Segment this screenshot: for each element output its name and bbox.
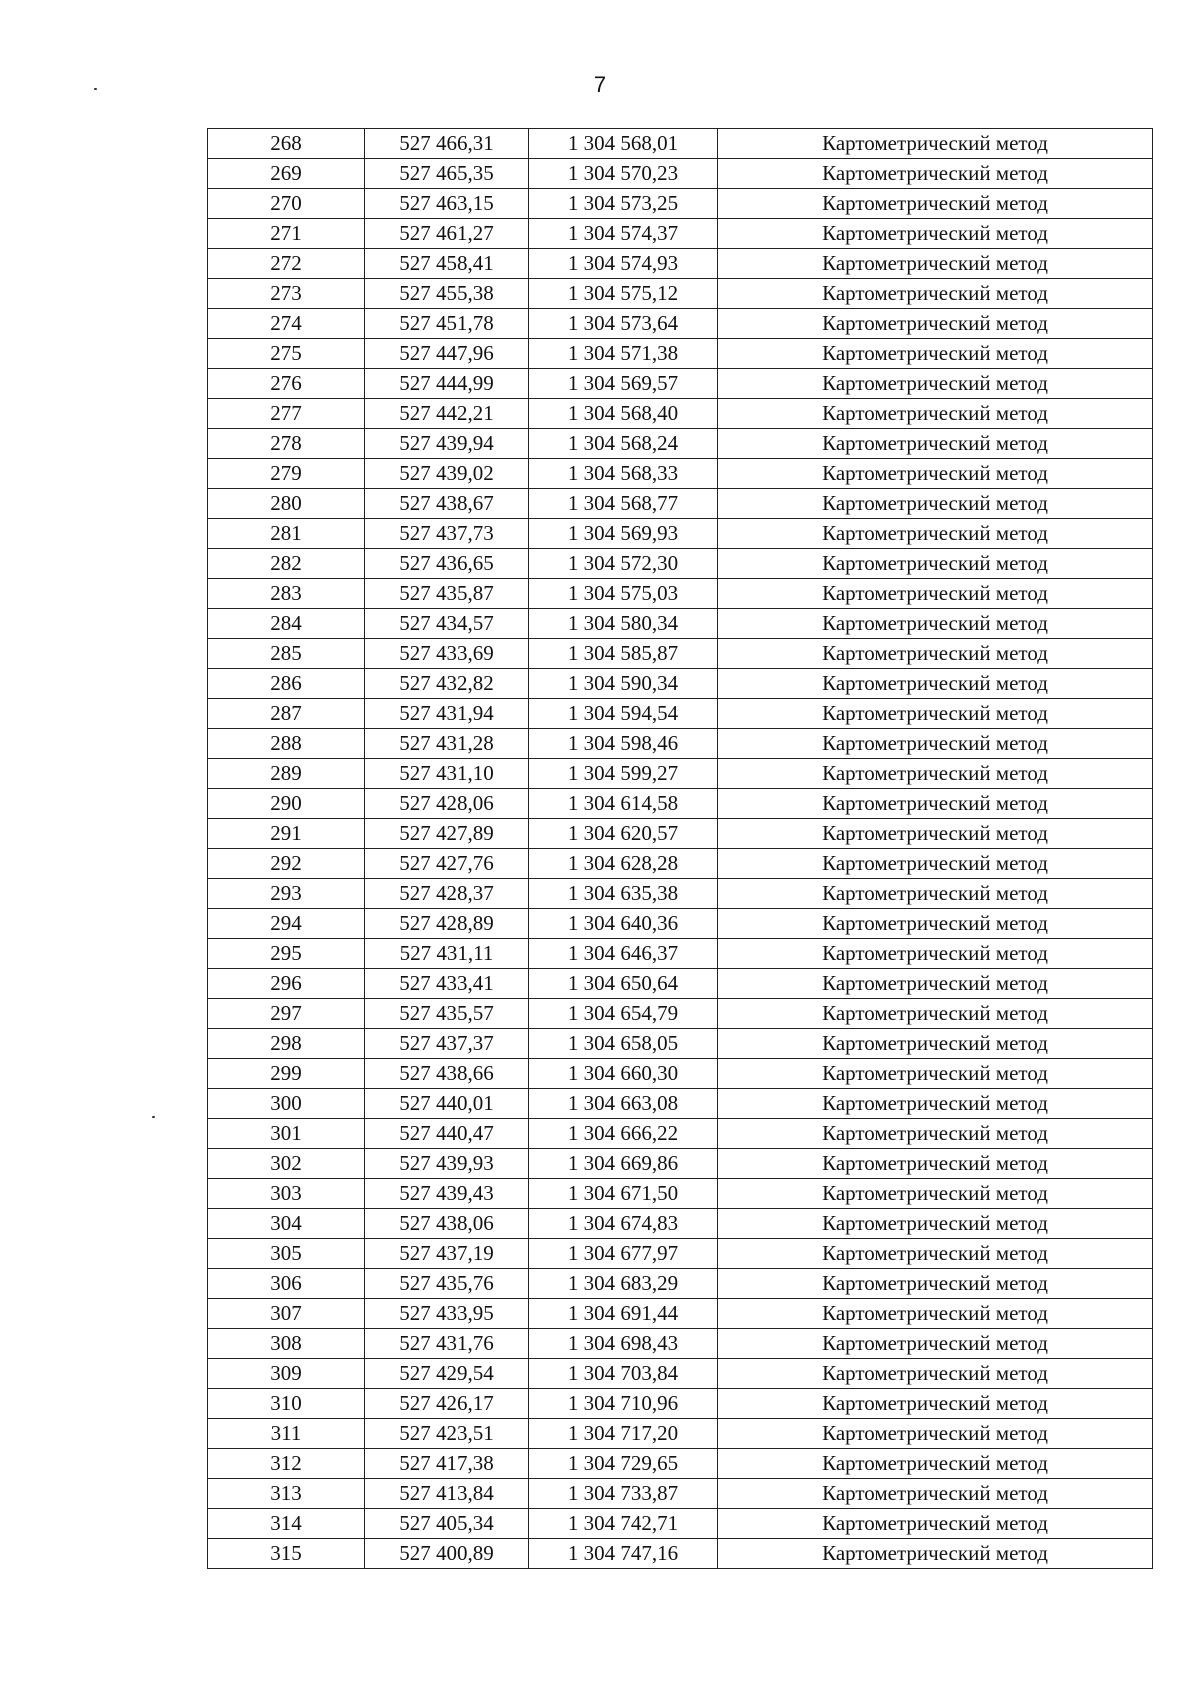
y-coordinate-cell: 1 304 733,87 <box>529 1479 718 1509</box>
coordinates-table-body <box>208 129 1153 1569</box>
y-coordinate-cell: 1 304 620,57 <box>529 819 718 849</box>
y-coordinate-cell: 1 304 568,01 <box>529 129 718 159</box>
table-row <box>208 1089 1153 1119</box>
method-cell: Картометрический метод <box>718 1389 1153 1419</box>
table-row <box>208 459 1153 489</box>
point-number-cell: 309 <box>208 1359 365 1389</box>
method-cell: Картометрический метод <box>718 249 1153 279</box>
x-coordinate-cell: 527 437,19 <box>365 1239 529 1269</box>
point-number-cell: 272 <box>208 249 365 279</box>
table-row <box>208 1059 1153 1089</box>
x-coordinate-cell: 527 433,41 <box>365 969 529 999</box>
point-number-cell: 307 <box>208 1299 365 1329</box>
table-row <box>208 1119 1153 1149</box>
method-cell: Картометрический метод <box>718 399 1153 429</box>
table-row <box>208 1449 1153 1479</box>
method-cell: Картометрический метод <box>718 1239 1153 1269</box>
x-coordinate-cell: 527 461,27 <box>365 219 529 249</box>
method-cell: Картометрический метод <box>718 519 1153 549</box>
table-row <box>208 1539 1153 1569</box>
method-cell: Картометрический метод <box>718 729 1153 759</box>
point-number-cell: 275 <box>208 339 365 369</box>
point-number-cell: 311 <box>208 1419 365 1449</box>
table-row <box>208 669 1153 699</box>
method-cell: Картометрический метод <box>718 1149 1153 1179</box>
point-number-cell: 280 <box>208 489 365 519</box>
table-row <box>208 1269 1153 1299</box>
y-coordinate-cell: 1 304 683,29 <box>529 1269 718 1299</box>
y-coordinate-cell: 1 304 580,34 <box>529 609 718 639</box>
y-coordinate-cell: 1 304 628,28 <box>529 849 718 879</box>
point-number-cell: 299 <box>208 1059 365 1089</box>
x-coordinate-cell: 527 431,28 <box>365 729 529 759</box>
x-coordinate-cell: 527 465,35 <box>365 159 529 189</box>
table-row <box>208 159 1153 189</box>
point-number-cell: 308 <box>208 1329 365 1359</box>
table-row <box>208 1419 1153 1449</box>
method-cell: Картометрический метод <box>718 1089 1153 1119</box>
page-number: 7 <box>593 72 607 97</box>
method-cell: Картометрический метод <box>718 1359 1153 1389</box>
point-number-cell: 279 <box>208 459 365 489</box>
y-coordinate-cell: 1 304 569,57 <box>529 369 718 399</box>
y-coordinate-cell: 1 304 671,50 <box>529 1179 718 1209</box>
table-row <box>208 849 1153 879</box>
x-coordinate-cell: 527 431,76 <box>365 1329 529 1359</box>
method-cell: Картометрический метод <box>718 909 1153 939</box>
point-number-cell: 301 <box>208 1119 365 1149</box>
method-cell: Картометрический метод <box>718 849 1153 879</box>
y-coordinate-cell: 1 304 575,12 <box>529 279 718 309</box>
method-cell: Картометрический метод <box>718 279 1153 309</box>
y-coordinate-cell: 1 304 572,30 <box>529 549 718 579</box>
method-cell: Картометрический метод <box>718 189 1153 219</box>
table-row <box>208 339 1153 369</box>
method-cell: Картометрический метод <box>718 129 1153 159</box>
point-number-cell: 305 <box>208 1239 365 1269</box>
table-row <box>208 939 1153 969</box>
x-coordinate-cell: 527 434,57 <box>365 609 529 639</box>
y-coordinate-cell: 1 304 568,77 <box>529 489 718 519</box>
x-coordinate-cell: 527 436,65 <box>365 549 529 579</box>
table-row <box>208 999 1153 1029</box>
method-cell: Картометрический метод <box>718 1269 1153 1299</box>
method-cell: Картометрический метод <box>718 1539 1153 1569</box>
point-number-cell: 270 <box>208 189 365 219</box>
x-coordinate-cell: 527 458,41 <box>365 249 529 279</box>
point-number-cell: 281 <box>208 519 365 549</box>
x-coordinate-cell: 527 431,11 <box>365 939 529 969</box>
point-number-cell: 269 <box>208 159 365 189</box>
x-coordinate-cell: 527 429,54 <box>365 1359 529 1389</box>
method-cell: Картометрический метод <box>718 459 1153 489</box>
x-coordinate-cell: 527 455,38 <box>365 279 529 309</box>
point-number-cell: 297 <box>208 999 365 1029</box>
y-coordinate-cell: 1 304 650,64 <box>529 969 718 999</box>
point-number-cell: 286 <box>208 669 365 699</box>
table-row <box>208 579 1153 609</box>
x-coordinate-cell: 527 431,10 <box>365 759 529 789</box>
method-cell: Картометрический метод <box>718 969 1153 999</box>
y-coordinate-cell: 1 304 666,22 <box>529 1119 718 1149</box>
point-number-cell: 274 <box>208 309 365 339</box>
table-row <box>208 429 1153 459</box>
x-coordinate-cell: 527 427,89 <box>365 819 529 849</box>
point-number-cell: 306 <box>208 1269 365 1299</box>
y-coordinate-cell: 1 304 571,38 <box>529 339 718 369</box>
y-coordinate-cell: 1 304 698,43 <box>529 1329 718 1359</box>
y-coordinate-cell: 1 304 574,37 <box>529 219 718 249</box>
x-coordinate-cell: 527 463,15 <box>365 189 529 219</box>
method-cell: Картометрический метод <box>718 1209 1153 1239</box>
method-cell: Картометрический метод <box>718 939 1153 969</box>
point-number-cell: 289 <box>208 759 365 789</box>
table-row <box>208 279 1153 309</box>
point-number-cell: 304 <box>208 1209 365 1239</box>
table-row <box>208 1329 1153 1359</box>
table-row <box>208 1149 1153 1179</box>
table-row <box>208 1509 1153 1539</box>
table-row <box>208 1479 1153 1509</box>
table-row <box>208 609 1153 639</box>
table-row <box>208 249 1153 279</box>
method-cell: Картометрический метод <box>718 1299 1153 1329</box>
table-row <box>208 1389 1153 1419</box>
x-coordinate-cell: 527 439,94 <box>365 429 529 459</box>
method-cell: Картометрический метод <box>718 549 1153 579</box>
method-cell: Картометрический метод <box>718 879 1153 909</box>
y-coordinate-cell: 1 304 717,20 <box>529 1419 718 1449</box>
x-coordinate-cell: 527 437,37 <box>365 1029 529 1059</box>
x-coordinate-cell: 527 439,02 <box>365 459 529 489</box>
x-coordinate-cell: 527 438,67 <box>365 489 529 519</box>
table-row <box>208 1239 1153 1269</box>
point-number-cell: 314 <box>208 1509 365 1539</box>
table-row <box>208 399 1153 429</box>
x-coordinate-cell: 527 438,06 <box>365 1209 529 1239</box>
table-row <box>208 1359 1153 1389</box>
y-coordinate-cell: 1 304 573,25 <box>529 189 718 219</box>
method-cell: Картометрический метод <box>718 429 1153 459</box>
x-coordinate-cell: 527 439,43 <box>365 1179 529 1209</box>
method-cell: Картометрический метод <box>718 819 1153 849</box>
point-number-cell: 313 <box>208 1479 365 1509</box>
x-coordinate-cell: 527 437,73 <box>365 519 529 549</box>
method-cell: Картометрический метод <box>718 1179 1153 1209</box>
point-number-cell: 295 <box>208 939 365 969</box>
point-number-cell: 298 <box>208 1029 365 1059</box>
y-coordinate-cell: 1 304 568,33 <box>529 459 718 489</box>
y-coordinate-cell: 1 304 663,08 <box>529 1089 718 1119</box>
point-number-cell: 290 <box>208 789 365 819</box>
table-row <box>208 549 1153 579</box>
x-coordinate-cell: 527 433,95 <box>365 1299 529 1329</box>
point-number-cell: 283 <box>208 579 365 609</box>
method-cell: Картометрический метод <box>718 609 1153 639</box>
y-coordinate-cell: 1 304 640,36 <box>529 909 718 939</box>
y-coordinate-cell: 1 304 669,86 <box>529 1149 718 1179</box>
y-coordinate-cell: 1 304 568,24 <box>529 429 718 459</box>
table-row <box>208 699 1153 729</box>
y-coordinate-cell: 1 304 691,44 <box>529 1299 718 1329</box>
y-coordinate-cell: 1 304 654,79 <box>529 999 718 1029</box>
x-coordinate-cell: 527 432,82 <box>365 669 529 699</box>
x-coordinate-cell: 527 440,01 <box>365 1089 529 1119</box>
x-coordinate-cell: 527 466,31 <box>365 129 529 159</box>
point-number-cell: 294 <box>208 909 365 939</box>
y-coordinate-cell: 1 304 660,30 <box>529 1059 718 1089</box>
table-row <box>208 969 1153 999</box>
x-coordinate-cell: 527 451,78 <box>365 309 529 339</box>
table-row <box>208 1029 1153 1059</box>
point-number-cell: 268 <box>208 129 365 159</box>
point-number-cell: 310 <box>208 1389 365 1419</box>
method-cell: Картометрический метод <box>718 1449 1153 1479</box>
y-coordinate-cell: 1 304 677,97 <box>529 1239 718 1269</box>
y-coordinate-cell: 1 304 703,84 <box>529 1359 718 1389</box>
point-number-cell: 277 <box>208 399 365 429</box>
x-coordinate-cell: 527 435,57 <box>365 999 529 1029</box>
table-row <box>208 729 1153 759</box>
method-cell: Картометрический метод <box>718 579 1153 609</box>
method-cell: Картометрический метод <box>718 1059 1153 1089</box>
method-cell: Картометрический метод <box>718 339 1153 369</box>
method-cell: Картометрический метод <box>718 699 1153 729</box>
method-cell: Картометрический метод <box>718 639 1153 669</box>
table-row <box>208 909 1153 939</box>
y-coordinate-cell: 1 304 747,16 <box>529 1539 718 1569</box>
point-number-cell: 303 <box>208 1179 365 1209</box>
table-row <box>208 1179 1153 1209</box>
y-coordinate-cell: 1 304 585,87 <box>529 639 718 669</box>
point-number-cell: 287 <box>208 699 365 729</box>
x-coordinate-cell: 527 438,66 <box>365 1059 529 1089</box>
y-coordinate-cell: 1 304 570,23 <box>529 159 718 189</box>
point-number-cell: 278 <box>208 429 365 459</box>
method-cell: Картометрический метод <box>718 1479 1153 1509</box>
table-row <box>208 819 1153 849</box>
method-cell: Картометрический метод <box>718 1119 1153 1149</box>
y-coordinate-cell: 1 304 646,37 <box>529 939 718 969</box>
y-coordinate-cell: 1 304 590,34 <box>529 669 718 699</box>
method-cell: Картометрический метод <box>718 789 1153 819</box>
table-row <box>208 129 1153 159</box>
x-coordinate-cell: 527 426,17 <box>365 1389 529 1419</box>
x-coordinate-cell: 527 428,89 <box>365 909 529 939</box>
method-cell: Картометрический метод <box>718 1029 1153 1059</box>
table-row <box>208 639 1153 669</box>
table-row <box>208 1299 1153 1329</box>
y-coordinate-cell: 1 304 599,27 <box>529 759 718 789</box>
method-cell: Картометрический метод <box>718 1509 1153 1539</box>
method-cell: Картометрический метод <box>718 999 1153 1029</box>
y-coordinate-cell: 1 304 614,58 <box>529 789 718 819</box>
method-cell: Картометрический метод <box>718 309 1153 339</box>
table-row <box>208 369 1153 399</box>
x-coordinate-cell: 527 400,89 <box>365 1539 529 1569</box>
method-cell: Картометрический метод <box>718 1329 1153 1359</box>
x-coordinate-cell: 527 439,93 <box>365 1149 529 1179</box>
y-coordinate-cell: 1 304 569,93 <box>529 519 718 549</box>
y-coordinate-cell: 1 304 575,03 <box>529 579 718 609</box>
y-coordinate-cell: 1 304 568,40 <box>529 399 718 429</box>
x-coordinate-cell: 527 427,76 <box>365 849 529 879</box>
table-row <box>208 789 1153 819</box>
x-coordinate-cell: 527 444,99 <box>365 369 529 399</box>
x-coordinate-cell: 527 442,21 <box>365 399 529 429</box>
x-coordinate-cell: 527 433,69 <box>365 639 529 669</box>
x-coordinate-cell: 527 405,34 <box>365 1509 529 1539</box>
x-coordinate-cell: 527 417,38 <box>365 1449 529 1479</box>
method-cell: Картометрический метод <box>718 1419 1153 1449</box>
method-cell: Картометрический метод <box>718 369 1153 399</box>
x-coordinate-cell: 527 447,96 <box>365 339 529 369</box>
x-coordinate-cell: 527 435,76 <box>365 1269 529 1299</box>
table-row <box>208 489 1153 519</box>
table-row <box>208 309 1153 339</box>
table-row <box>208 759 1153 789</box>
x-coordinate-cell: 527 440,47 <box>365 1119 529 1149</box>
method-cell: Картометрический метод <box>718 159 1153 189</box>
y-coordinate-cell: 1 304 742,71 <box>529 1509 718 1539</box>
point-number-cell: 276 <box>208 369 365 399</box>
table-row <box>208 219 1153 249</box>
y-coordinate-cell: 1 304 729,65 <box>529 1449 718 1479</box>
table-row <box>208 1209 1153 1239</box>
point-number-cell: 273 <box>208 279 365 309</box>
method-cell: Картометрический метод <box>718 759 1153 789</box>
scan-speck <box>152 1116 155 1118</box>
point-number-cell: 292 <box>208 849 365 879</box>
point-number-cell: 315 <box>208 1539 365 1569</box>
point-number-cell: 302 <box>208 1149 365 1179</box>
y-coordinate-cell: 1 304 674,83 <box>529 1209 718 1239</box>
point-number-cell: 282 <box>208 549 365 579</box>
table-row <box>208 189 1153 219</box>
point-number-cell: 296 <box>208 969 365 999</box>
y-coordinate-cell: 1 304 594,54 <box>529 699 718 729</box>
x-coordinate-cell: 527 423,51 <box>365 1419 529 1449</box>
y-coordinate-cell: 1 304 635,38 <box>529 879 718 909</box>
x-coordinate-cell: 527 413,84 <box>365 1479 529 1509</box>
y-coordinate-cell: 1 304 574,93 <box>529 249 718 279</box>
point-number-cell: 291 <box>208 819 365 849</box>
method-cell: Картометрический метод <box>718 489 1153 519</box>
table-row <box>208 879 1153 909</box>
method-cell: Картометрический метод <box>718 669 1153 699</box>
point-number-cell: 284 <box>208 609 365 639</box>
y-coordinate-cell: 1 304 573,64 <box>529 309 718 339</box>
x-coordinate-cell: 527 431,94 <box>365 699 529 729</box>
coordinates-table <box>207 128 1153 1569</box>
y-coordinate-cell: 1 304 598,46 <box>529 729 718 759</box>
point-number-cell: 293 <box>208 879 365 909</box>
point-number-cell: 300 <box>208 1089 365 1119</box>
point-number-cell: 312 <box>208 1449 365 1479</box>
point-number-cell: 271 <box>208 219 365 249</box>
x-coordinate-cell: 527 428,37 <box>365 879 529 909</box>
y-coordinate-cell: 1 304 710,96 <box>529 1389 718 1419</box>
y-coordinate-cell: 1 304 658,05 <box>529 1029 718 1059</box>
x-coordinate-cell: 527 435,87 <box>365 579 529 609</box>
scan-speck <box>94 88 97 90</box>
x-coordinate-cell: 527 428,06 <box>365 789 529 819</box>
method-cell: Картометрический метод <box>718 219 1153 249</box>
table-row <box>208 519 1153 549</box>
point-number-cell: 285 <box>208 639 365 669</box>
point-number-cell: 288 <box>208 729 365 759</box>
